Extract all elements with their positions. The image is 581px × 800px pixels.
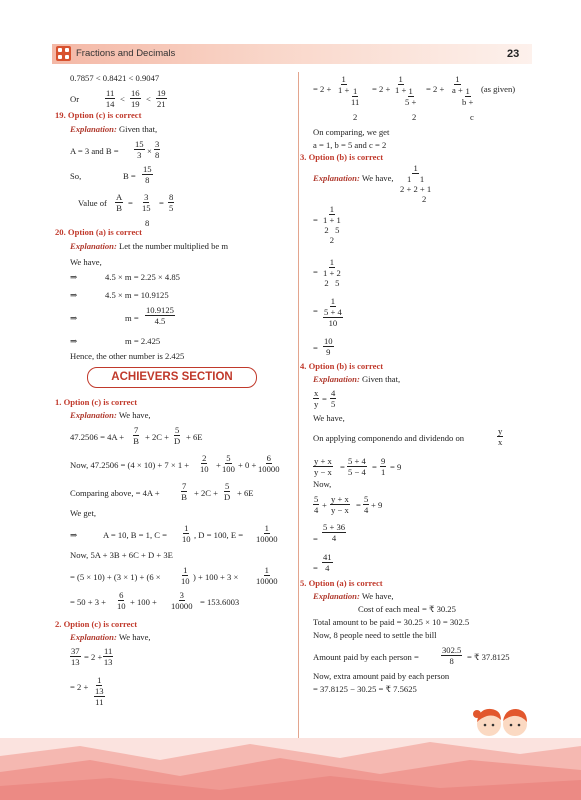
equals-sign: = [128,198,133,208]
componendo-line: On applying componendo and dividendo on [313,433,465,443]
equation-line: 4.5 × m = 2.25 × 4.85 [105,272,180,282]
continued-fraction: 1 1 + 2 2 5 [323,257,341,288]
equation-line: Comparing above, = 4A + [70,488,160,498]
question-3-heading: 3. Option (b) is correct [300,152,384,162]
fraction: $\frac{7}{B}$ [133,425,140,446]
equation-line: m = [125,313,139,323]
equation-text: + 2C + [194,488,219,498]
implies-arrow: ⇒ [70,313,78,323]
fraction: $\frac{37}{13}$ [71,646,80,667]
equals-sign: = [356,500,361,510]
equation-text: + 2C + [145,432,170,442]
fraction: $\frac{6}{10000}$ [258,453,280,474]
achievers-q1-heading: 1. Option (c) is correct [55,397,138,407]
fraction: $\frac{5 + 36}{4}$ [323,522,346,543]
given-values: A = 3 and B = [70,146,119,156]
achievers-q2-heading: 2. Option (c) is correct [55,619,138,629]
denominator-c: c [470,112,474,122]
equation-text: = 153.6003 [200,597,240,607]
fraction: $\frac{11}{13}$ [103,646,113,667]
fraction: $\frac{4}{5}$ [331,388,336,409]
fraction: $\frac{302.5}{8}$ [442,645,462,666]
lt-sign: < [120,94,125,104]
fraction: $\frac{y}{x}$ [498,426,503,447]
fraction: $\frac{5}{D}$ [224,481,231,502]
comparing-line: On comparing, we get [313,127,390,137]
explanation-line: Explanation: We have, [70,410,151,420]
fraction: $\frac{10.9125}{4.5}$ [146,305,174,326]
equals-sign: = [340,462,345,472]
continued-fraction: $\frac{1}{1 +}$ [338,74,350,95]
fraction: $\frac{10}{9}$ [324,336,333,357]
implies-arrow: ⇒ [70,272,78,282]
fraction: $\frac{1}{10}$ [181,565,190,586]
equation-text: , D = 100, E = [194,530,244,540]
fraction: 1 13 11 [95,675,104,707]
equation-line: 4.5 × m = 10.9125 [105,290,169,300]
equation-line: 47.2506 = 4A + [70,432,125,442]
fraction: $\frac{5}{100}$ [222,453,235,474]
fraction: $\frac{5}{4}$ [314,494,319,515]
explanation-line: Explanation: Let the number multiplied be m [70,241,229,251]
equation-text: = 2 + [84,652,103,662]
denominator-2: 2 [353,112,358,122]
fraction: $\frac{1}{10000}$ [256,565,278,586]
equation-text: + 100 + [130,597,157,607]
equation-text: = 2 + [70,682,89,692]
chapter-grid-icon [56,46,71,61]
fraction: $\frac{5}{D}$ [174,425,181,446]
fraction: $\frac{1}{b +}$ [462,86,474,107]
equation-text: + 6E [186,432,203,442]
question-20-heading: 20. Option (a) is correct [55,227,142,237]
extra-result: = 37.8125 − 30.25 = ₹ 7.5625 [313,684,417,694]
equals-sign: = [313,267,318,277]
so-label: So, [70,171,82,181]
fraction: $\frac{6}{10}$ [117,590,126,611]
fraction: 1 5 + 4 10 [324,296,342,328]
fraction: $\frac{15}{3}$ [135,139,144,160]
plus-sign: + [216,460,221,470]
fraction: $\frac{3}{15}$ [142,192,151,213]
denominator-8: 8 [145,218,150,228]
fraction: $\frac{1}{5 +}$ [405,86,417,107]
chapter-header-bar [52,44,532,64]
page-number: 23 [507,48,520,60]
continued-fraction: $\frac{1}{a +}$ [452,74,463,95]
total-amount: Total amount to be paid = 30.25 × 10 = 302.5 [313,617,470,627]
implies-arrow: ⇒ [70,336,78,346]
fraction: $\frac{y + x}{y - x}$ [314,456,332,477]
bottom-decorative-band [0,738,581,800]
equals-sign: = [313,534,318,544]
per-person-result: = ₹ 37.8125 [467,652,510,662]
equals-sign: = [313,563,318,573]
fraction: $\frac{9}{1}$ [381,456,386,477]
equation-line: A = 10, B = 1, C = [103,530,167,540]
fraction: $\frac{11}{14}$ [105,88,115,109]
people-line: Now, 8 people need to settle the bill [313,630,437,640]
or-label: Or [70,94,80,104]
equation-text: = 2 + [372,84,391,94]
equals-sign: = [313,343,318,353]
equation-text: ) + 100 + 3 × [193,572,239,582]
fraction: $\frac{7}{B}$ [181,481,188,502]
abc-values: a = 1, b = 5 and c = 2 [313,140,387,150]
equation-text: + 6E [237,488,254,498]
value-of-label: Value of [78,198,107,208]
fraction: $\frac{1}{11}$ [351,86,360,107]
we-get: We get, [70,508,97,518]
explanation-line: Explanation: We have, [313,173,394,183]
question-5-heading: 5. Option (a) is correct [300,578,383,588]
fraction: $\frac{16}{19}$ [131,88,140,109]
explanation-line: Explanation: We have, [313,591,394,601]
continued-fraction: 1 1 + 1 2 5 2 [323,204,341,245]
equation-line: Now, 47.2506 = (4 × 10) + 7 × 1 + [70,460,190,470]
equals-sign: = [372,462,377,472]
times-sign: × [147,146,152,156]
plus-sign: + [322,500,327,510]
conclusion-line: Hence, the other number is 2.425 [70,351,185,361]
we-have: We have, [313,413,345,423]
equation-text: + 9 [371,500,383,510]
meal-cost: Cost of each meal = ₹ 30.25 [358,604,456,614]
we-have: We have, [70,257,102,267]
equals-sign: = [313,306,318,316]
explanation-line: Explanation: Given that, [313,374,401,384]
fraction: $\frac{5}{4}$ [364,494,369,515]
equation-text: = 9 [390,462,402,472]
comparison-line: 0.7857 < 0.8421 < 0.9047 [70,73,160,83]
fraction: $\frac{1}{10}$ [182,523,191,544]
equals-sign: = [159,198,164,208]
equation-line: = 50 + 3 + [70,597,107,607]
achievers-section-title: ACHIEVERS SECTION [87,367,257,388]
equation-line: Now, 5A + 3B + 6C + D + 3E [70,550,173,560]
fraction: $\frac{A}{B}$ [116,192,123,213]
fraction: $\frac{1}{10000}$ [256,523,278,544]
fraction: $\frac{2}{10}$ [200,453,209,474]
lt-sign: < [146,94,151,104]
equation-line: m = 2.425 [125,336,161,346]
fraction: $\frac{3}{10000}$ [171,590,193,611]
fraction: $\frac{y + x}{y - x}$ [331,494,349,515]
implies-arrow: ⇒ [70,530,78,540]
fraction: $\frac{41}{4}$ [323,552,332,573]
chapter-title: Fractions and Decimals [76,48,176,59]
question-4-heading: 4. Option (b) is correct [300,361,384,371]
fraction: $\frac{5 + 4}{5 - 4}$ [348,456,366,477]
equals-sign: = [322,394,327,404]
equation-text: = 2 + [426,84,445,94]
extra-line: Now, extra amount paid by each person [313,671,450,681]
explanation-line: Explanation: Given that, [70,124,158,134]
fraction: $\frac{3}{8}$ [155,139,160,160]
column-divider [298,72,299,742]
question-19-heading: 19. Option (c) is correct [55,110,142,120]
per-person-line: Amount paid by each person = [313,652,419,662]
kids-mascot-icon [467,700,537,740]
fraction: $\frac{x}{y}$ [314,388,319,409]
equals-sign: = [313,215,318,225]
denominator-2: 2 [412,112,417,122]
now-label: Now, [313,479,332,489]
fraction: $\frac{8}{5}$ [169,192,174,213]
as-given-note: (as given) [481,84,516,94]
equation-text: + 0 + [238,460,257,470]
continued-fraction: 1 1 1 2 + 2 + 1 2 [400,163,432,204]
equation-line: = (5 × 10) + (3 × 1) + (6 × [70,572,161,582]
explanation-line: Explanation: We have, [70,632,151,642]
b-equals: B = [123,171,136,181]
fraction: $\frac{19}{21}$ [157,88,166,109]
fraction: $\frac{15}{8}$ [143,164,152,185]
continued-fraction: $\frac{1}{1 +}$ [395,74,407,95]
continued-fraction-line: = 2 + [313,84,332,94]
implies-arrow: ⇒ [70,290,78,300]
